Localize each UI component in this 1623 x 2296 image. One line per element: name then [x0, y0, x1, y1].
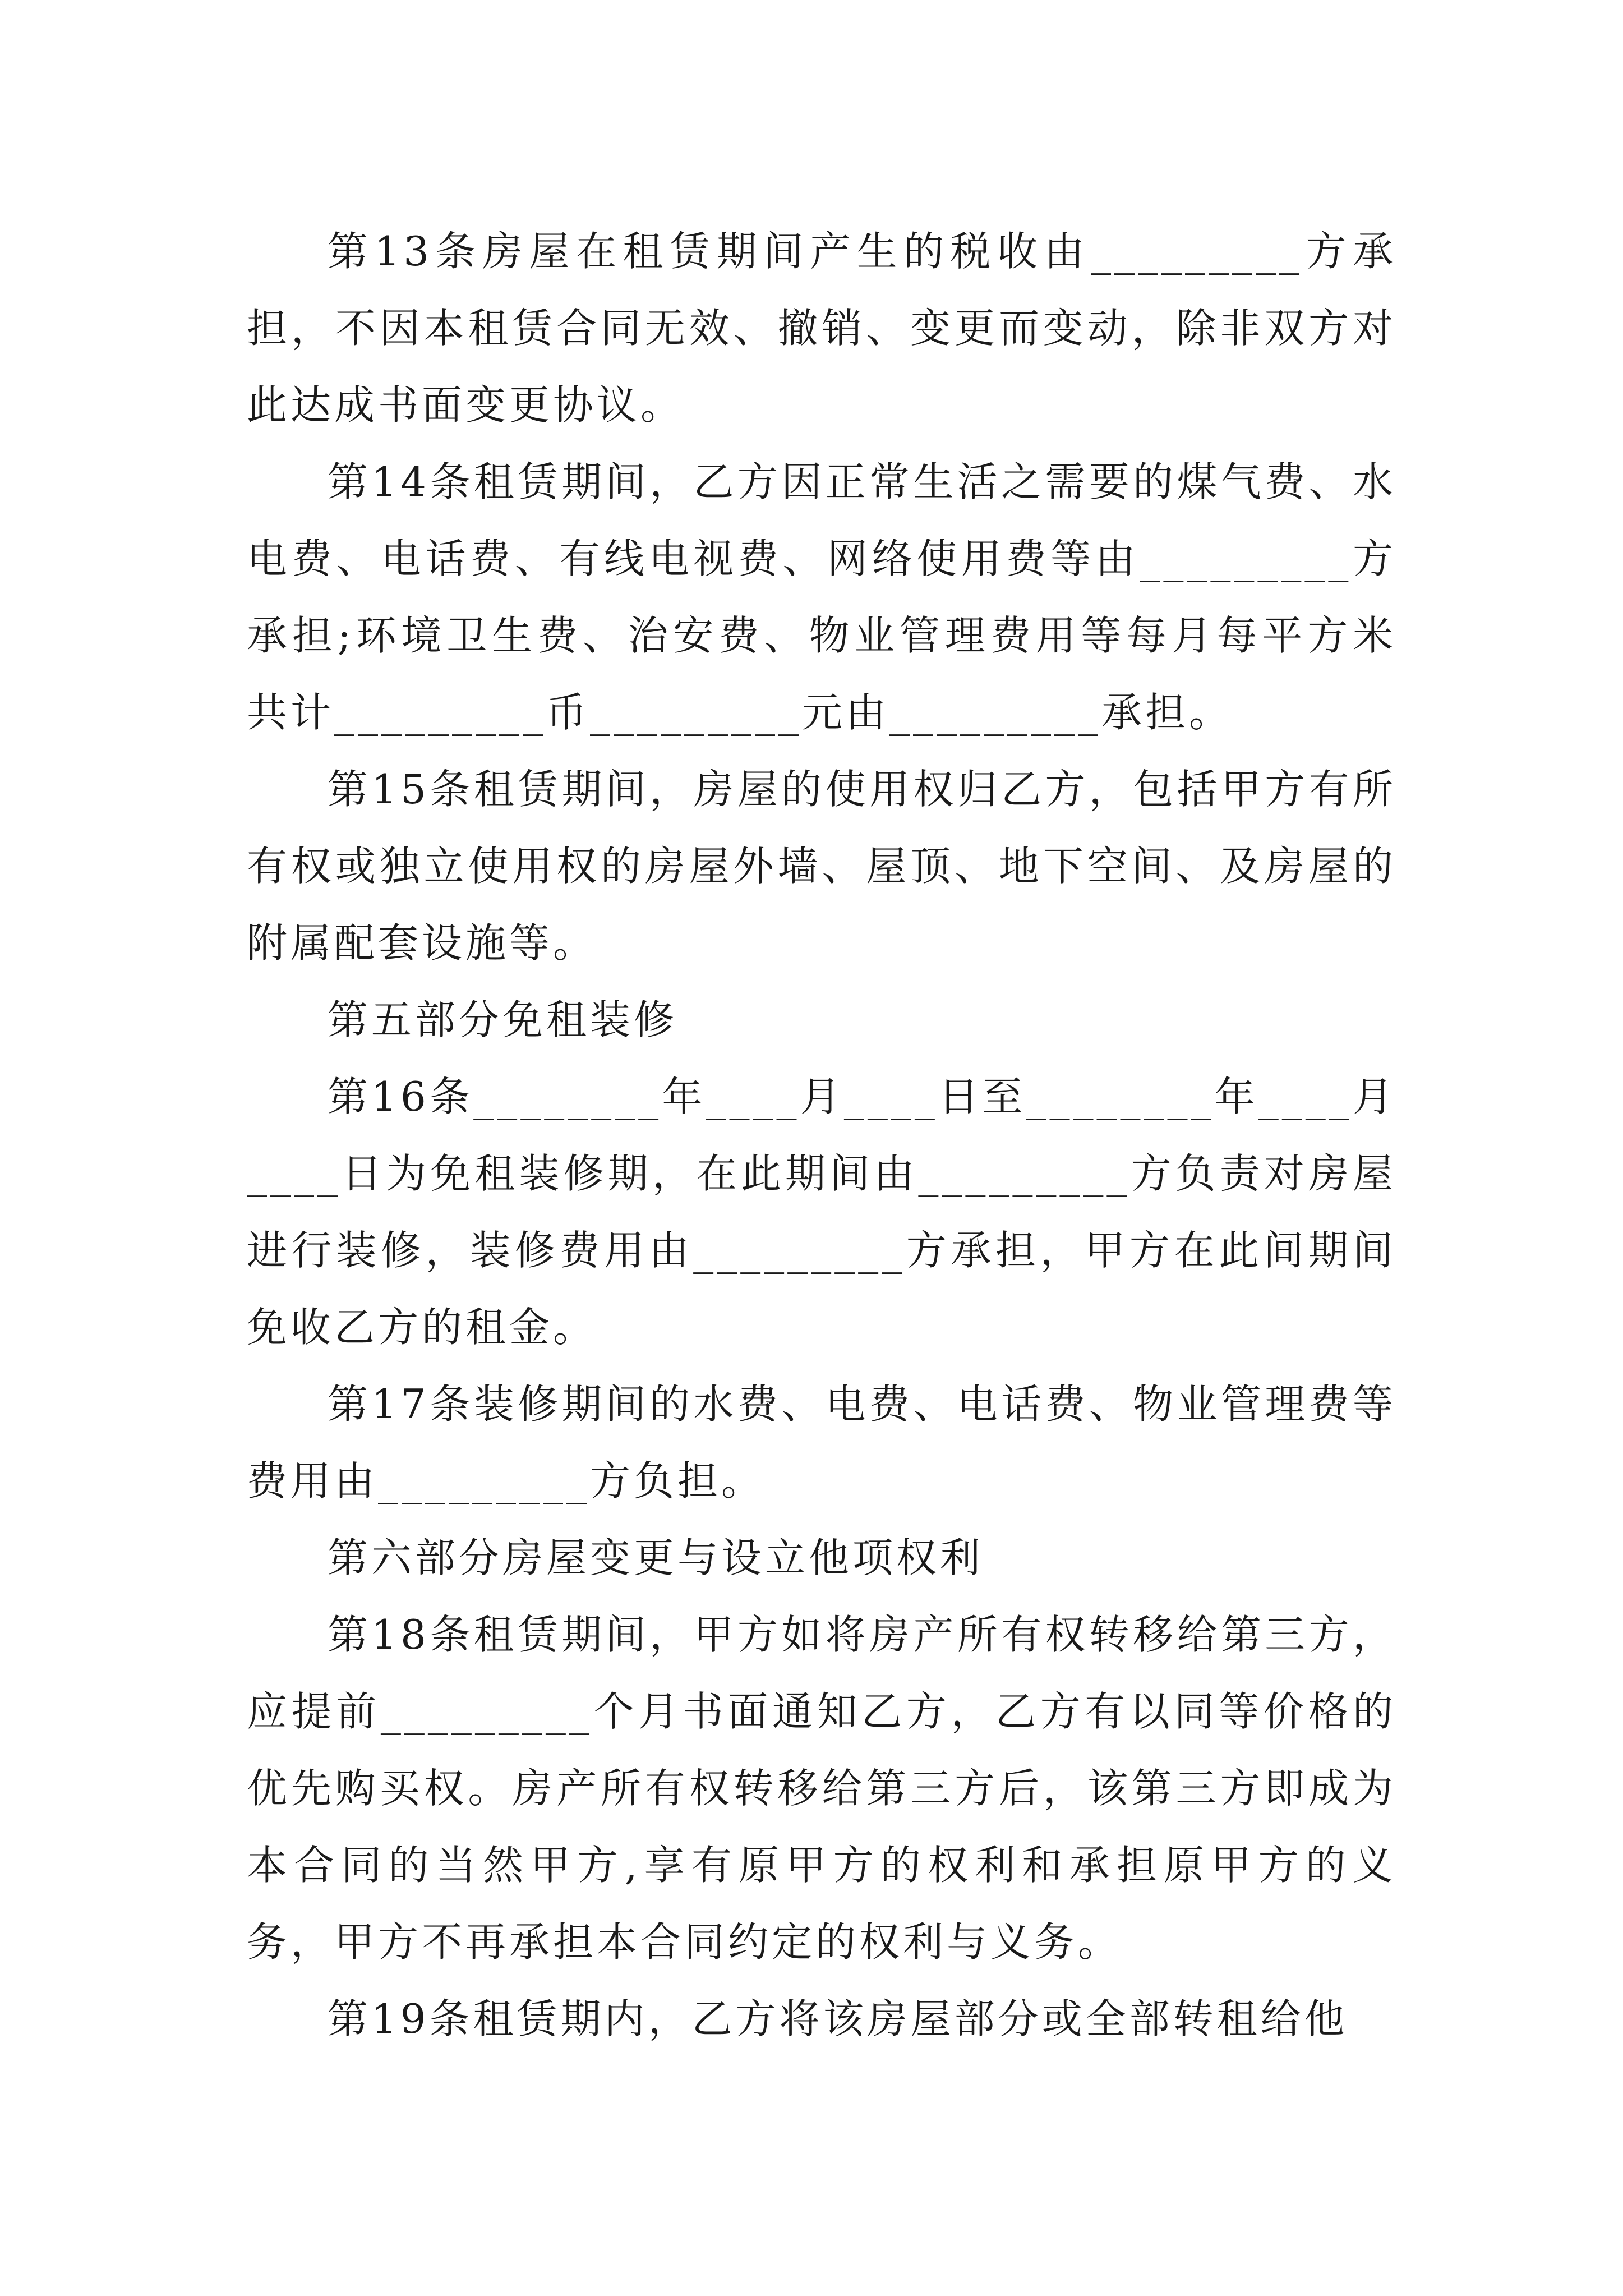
clause-13: 第13条房屋在租赁期间产生的税收由_________方承担，不因本租赁合同无效、撤销、变更而变动，除非双方对此达成书面变更协议。: [247, 228, 1396, 429]
clause-19: 第19条租赁期内，乙方将该房屋部分或全部转租给他: [328, 1995, 1348, 2042]
clause-17: 第17条装修期间的水费、电费、电话费、物业管理费等费用由_________方负担。: [247, 1381, 1396, 1504]
contract-body: [247, 213, 1396, 2058]
clause-16: 第16条________年____月____日至________年____月____日为免租装修期，在此期间由_________方负责对房屋进行装修，装修费用由_________方承担，甲方在此间期间免收乙方的租金。: [247, 1073, 1396, 1351]
clause-15: 第15条租赁期间，房屋的使用权归乙方，包括甲方有所有权或独立使用权的房屋外墙、屋顶、地下空间、及房屋的附属配套设施等。: [247, 766, 1396, 967]
section-heading-part-5: 第五部分免租装修: [328, 996, 678, 1043]
clause-18: 第18条租赁期间，甲方如将房产所有权转移给第三方，应提前_________个月书面通知乙方，乙方有以同等价格的优先购买权。房产所有权转移给第三方后，该第三方即成为本合同的当然甲方,享有原甲方的权利和承担原甲方的义务，甲方不再承担本合同约定的权利与义务。: [247, 1611, 1396, 1966]
clause-14: 第14条租赁期间，乙方因正常生活之需要的煤气费、水电费、电话费、有线电视费、网络使用费等由_________方承担;环境卫生费、治安费、物业管理费用等每月每平方米共计_________币_________元由_________承担。: [247, 458, 1396, 736]
section-heading-part-6: 第六部分房屋变更与设立他项权利: [328, 1534, 984, 1581]
